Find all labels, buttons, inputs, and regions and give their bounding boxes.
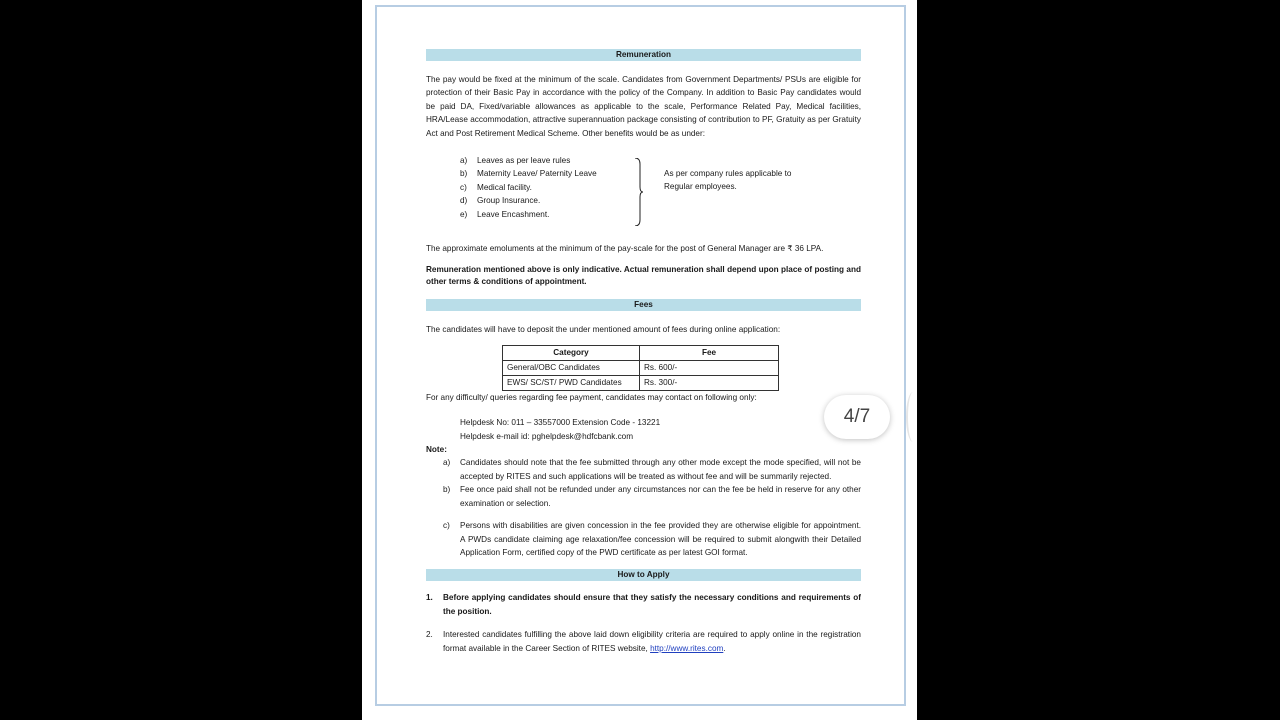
remuneration-heading: Remuneration bbox=[426, 49, 861, 61]
page-counter: 4/7 bbox=[824, 395, 890, 439]
how-to-apply-heading: How to Apply bbox=[426, 569, 861, 581]
helpdesk-number: Helpdesk No: 011 – 33557000 Extension Code - 13221 bbox=[460, 418, 661, 428]
list-item: e) Leave Encashment. bbox=[460, 209, 550, 219]
list-item: d) Group Insurance. bbox=[460, 196, 541, 206]
list-item: c) Persons with disabilities are given concession in the fee provided they are otherwise eligible for appointment. A PWDs candidate claiming age relaxation/fee concession will be required to submit alongwith their Detailed Application Form, certified copy of the PWD certificate as per latest GOI format. bbox=[443, 521, 861, 557]
helpdesk-email: Helpdesk e-mail id: pghelpdesk@hdfcbank.com bbox=[460, 431, 634, 441]
contact-intro: For any difficulty/ queries regarding fee payment, candidates may contact on following only: bbox=[426, 392, 757, 402]
table-row bbox=[503, 375, 779, 390]
emoluments-text: The approximate emoluments at the minimum of the pay-scale for the post of General Manager are ₹ 36 LPA. bbox=[426, 244, 824, 254]
fees-table bbox=[502, 345, 779, 391]
table-cell: General/OBC Candidates bbox=[503, 360, 640, 375]
benefits-list bbox=[460, 154, 597, 221]
scroll-edge-indicator[interactable] bbox=[906, 392, 920, 442]
indicative-text: Remuneration mentioned above is only indicative. Actual remuneration shall depend upon place of posting and other terms & conditions of appointment. bbox=[426, 265, 861, 287]
column-header: Category bbox=[503, 345, 640, 360]
rites-website-link[interactable]: http://www.rites.com bbox=[650, 643, 724, 653]
table-cell: EWS/ SC/ST/ PWD Candidates bbox=[503, 375, 640, 390]
table-cell: Rs. 300/- bbox=[640, 375, 779, 390]
table-header-row bbox=[503, 345, 779, 360]
list-item: a) Leaves as per leave rules bbox=[460, 156, 571, 166]
column-header: Fee bbox=[640, 345, 779, 360]
list-item: b) Maternity Leave/ Paternity Leave bbox=[460, 169, 597, 179]
page-content bbox=[426, 49, 861, 655]
benefits-block bbox=[426, 154, 861, 232]
list-item: b) Fee once paid shall not be refunded under any circumstances nor can the fee be held in reserve for any other examination or selection. bbox=[443, 485, 861, 508]
list-item: c) Medical facility. bbox=[460, 182, 532, 192]
list-item: 1. Before applying candidates should ensure that they satisfy the necessary conditions and requirements of the position. bbox=[426, 593, 861, 616]
right-brace-icon bbox=[635, 158, 643, 226]
list-item: a) Candidates should note that the fee submitted through any other mode except the mode specified, will not be accepted by RITES and such applications will be treated as without fee and will be summarily rejected. bbox=[443, 458, 861, 481]
list-item: 2. Interested candidates fulfilling the above laid down eligibility criteria are required to apply online in the registration format available in the Career Section of RITES website, http://www.rites.com. bbox=[426, 630, 861, 653]
note-label: Note: bbox=[426, 445, 447, 455]
fees-intro: The candidates will have to deposit the under mentioned amount of fees during online application: bbox=[426, 325, 781, 335]
notes-list bbox=[426, 456, 861, 559]
apply-steps-list bbox=[426, 591, 861, 655]
fees-heading: Fees bbox=[426, 299, 861, 311]
table-row bbox=[503, 360, 779, 375]
benefits-note: As per company rules applicable to Regular employees. bbox=[664, 169, 792, 192]
table-cell: Rs. 600/- bbox=[640, 360, 779, 375]
remuneration-intro: The pay would be fixed at the minimum of the scale. Candidates from Government Departments/ PSUs are eligible for protection of their Basic Pay in accordance with the policy of the Company. In addition to Basic Pay candidates would be paid DA, Fixed/variable allowances as applicable to the scale, Performance Related Pay, Medical facilities, HRA/Lease accommodation, attractive superannuation package consisting of contribution to PF, Gratuity as per Gratuity Act and Post Retirement Medical Scheme. Other benefits would be as under: bbox=[426, 75, 861, 138]
